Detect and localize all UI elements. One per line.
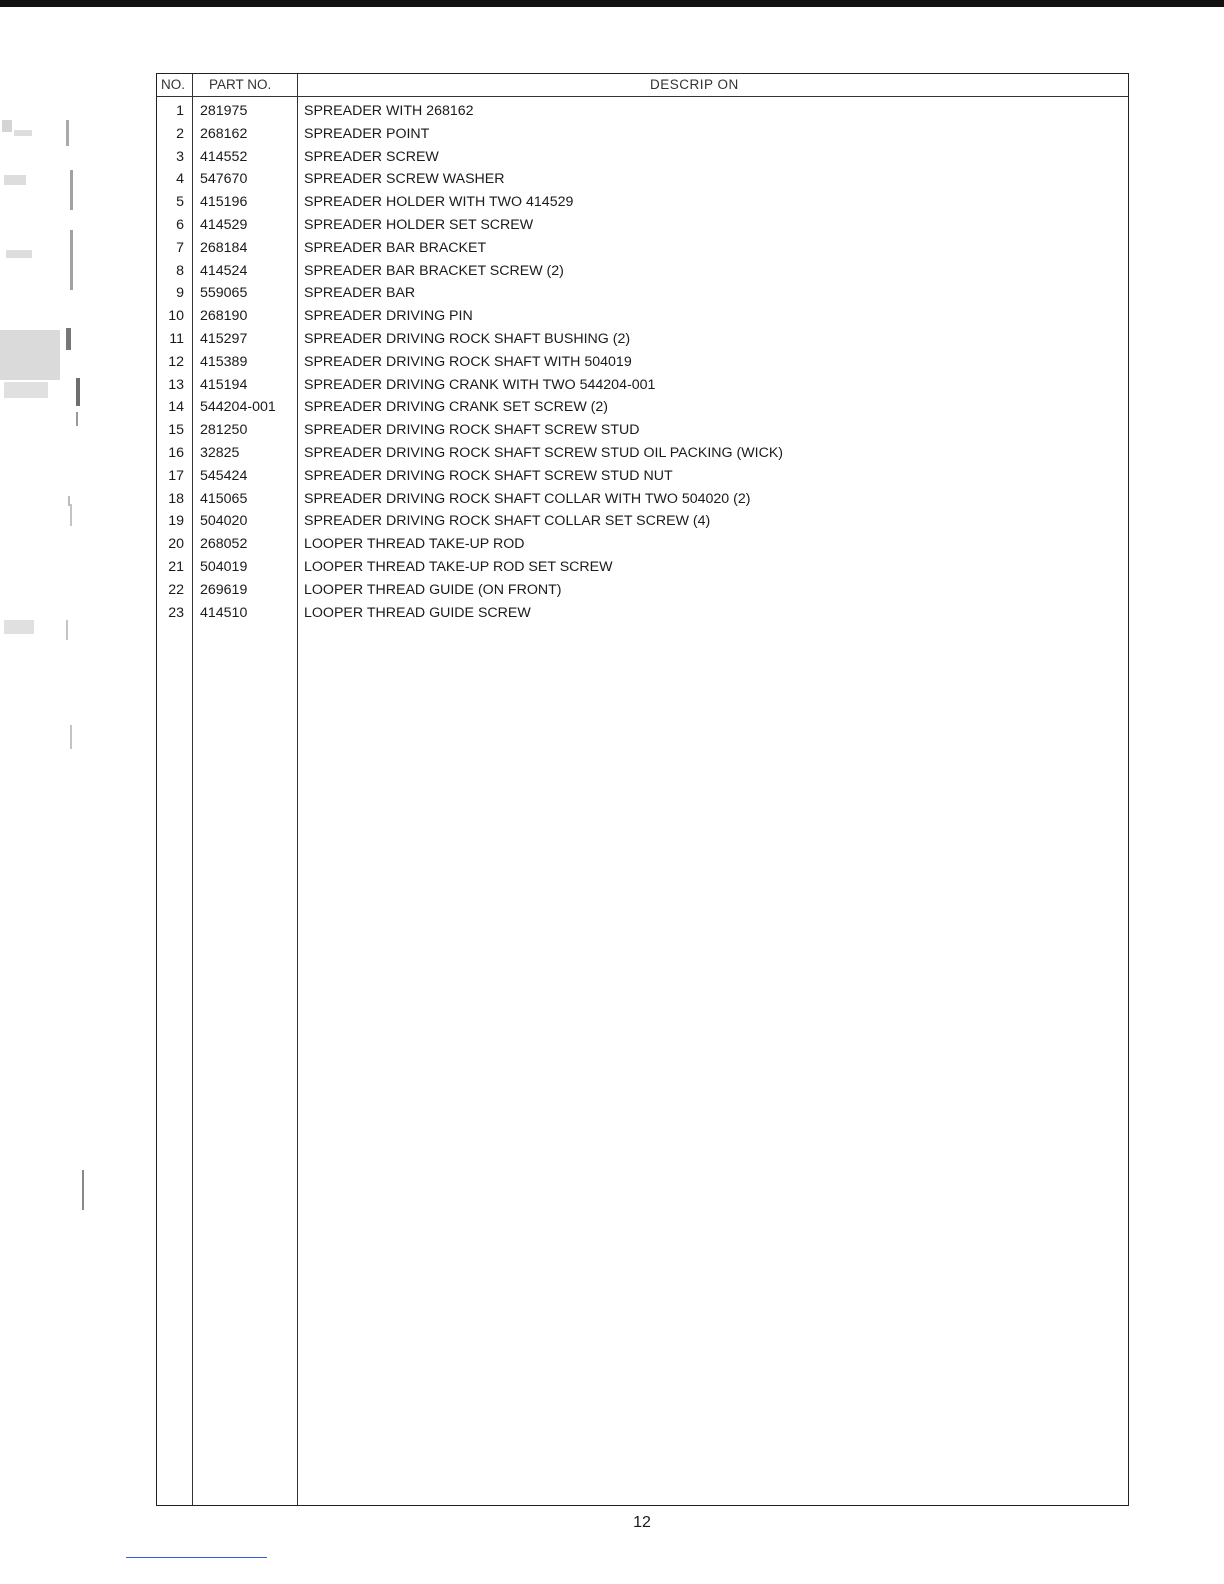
row-part-number: 544204-001	[200, 399, 276, 416]
row-part-number: 269619	[200, 581, 248, 598]
header-description: DESCRIP ON	[650, 77, 739, 92]
row-part-number: 268162	[200, 125, 248, 142]
parts-list-table	[156, 73, 1129, 1506]
table-row	[157, 374, 1128, 397]
row-description: SPREADER BAR BRACKET	[304, 239, 487, 256]
table-row	[157, 556, 1128, 579]
table-row	[157, 191, 1128, 214]
row-number: 23	[168, 604, 184, 621]
row-description: LOOPER THREAD GUIDE SCREW	[304, 604, 531, 621]
row-part-number: 414529	[200, 216, 248, 233]
row-description: LOOPER THREAD TAKE-UP ROD	[304, 536, 525, 553]
table-row	[157, 579, 1128, 602]
row-description: SPREADER DRIVING ROCK SHAFT SCREW STUD	[304, 422, 640, 439]
row-part-number: 415194	[200, 376, 248, 393]
row-part-number: 504020	[200, 513, 248, 530]
row-number: 7	[176, 239, 184, 256]
table-row	[157, 442, 1128, 465]
header-no: NO.	[161, 77, 186, 92]
table-row	[157, 146, 1128, 169]
row-number: 10	[168, 308, 184, 325]
row-description: SPREADER DRIVING ROCK SHAFT SCREW STUD NUT	[304, 467, 673, 484]
table-row	[157, 282, 1128, 305]
table-row	[157, 533, 1128, 556]
table-row	[157, 260, 1128, 283]
row-description: SPREADER SCREW WASHER	[304, 171, 505, 188]
row-part-number: 415389	[200, 353, 248, 370]
row-description: SPREADER POINT	[304, 125, 430, 142]
row-number: 12	[168, 353, 184, 370]
row-number: 2	[176, 125, 184, 142]
row-description: SPREADER DRIVING ROCK SHAFT SCREW STUD OIL PACKING (WICK)	[304, 444, 784, 461]
row-part-number: 547670	[200, 171, 248, 188]
row-description: SPREADER BAR	[304, 285, 416, 302]
top-scan-rule	[0, 0, 1224, 7]
row-part-number: 559065	[200, 285, 248, 302]
table-row	[157, 237, 1128, 260]
table-row	[157, 214, 1128, 237]
page-number: 12	[633, 1514, 651, 1531]
row-number: 21	[168, 558, 184, 575]
table-body	[157, 100, 1128, 624]
row-number: 1	[176, 103, 184, 119]
table-row	[157, 305, 1128, 328]
row-description: SPREADER DRIVING CRANK WITH TWO 544204-001	[304, 376, 656, 393]
row-number: 13	[168, 376, 184, 393]
row-description: SPREADER WITH 268162	[304, 103, 474, 119]
row-number: 6	[176, 216, 184, 233]
table-row	[157, 510, 1128, 533]
row-number: 5	[176, 194, 184, 211]
row-number: 3	[176, 148, 184, 165]
row-number: 20	[168, 536, 184, 553]
row-part-number: 415297	[200, 330, 248, 347]
row-description: SPREADER DRIVING ROCK SHAFT COLLAR SET SCREW (4)	[304, 513, 711, 530]
row-number: 11	[169, 330, 184, 347]
row-description: SPREADER BAR BRACKET SCREW (2)	[304, 262, 564, 279]
row-part-number: 268052	[200, 536, 248, 553]
row-description: SPREADER DRIVING ROCK SHAFT WITH 504019	[304, 353, 632, 370]
table-row	[157, 328, 1128, 351]
table-row	[157, 396, 1128, 419]
link-underline	[126, 1557, 267, 1558]
row-number: 4	[176, 171, 184, 188]
table-row	[157, 100, 1128, 123]
row-part-number: 281975	[200, 103, 248, 119]
row-description: SPREADER SCREW	[304, 148, 439, 165]
table-row	[157, 168, 1128, 191]
row-number: 14	[168, 399, 184, 416]
row-part-number: 415065	[200, 490, 248, 507]
table-row	[157, 465, 1128, 488]
table-row	[157, 602, 1128, 625]
row-part-number: 414524	[200, 262, 248, 279]
row-number: 17	[168, 467, 184, 484]
row-part-number: 414510	[200, 604, 248, 621]
row-part-number: 545424	[200, 467, 248, 484]
table-row	[157, 419, 1128, 442]
row-number: 18	[168, 490, 184, 507]
table-header	[157, 74, 1128, 97]
row-number: 9	[176, 285, 184, 302]
table-row	[157, 488, 1128, 511]
table-row	[157, 123, 1128, 146]
row-description: SPREADER HOLDER SET SCREW	[304, 216, 534, 233]
row-number: 19	[168, 513, 184, 530]
row-part-number: 32825	[200, 444, 240, 461]
row-part-number: 268190	[200, 308, 248, 325]
row-description: LOOPER THREAD GUIDE (ON FRONT)	[304, 581, 562, 598]
row-number: 15	[168, 422, 184, 439]
row-description: SPREADER HOLDER WITH TWO 414529	[304, 194, 574, 211]
row-description: SPREADER DRIVING PIN	[304, 308, 473, 325]
header-part-no: PART NO.	[209, 77, 272, 92]
scan-artifact-margin	[0, 100, 90, 1250]
table-row	[157, 351, 1128, 374]
row-number: 22	[168, 581, 184, 598]
row-description: SPREADER DRIVING ROCK SHAFT COLLAR WITH TWO 504020 (2)	[304, 490, 751, 507]
row-part-number: 414552	[200, 148, 248, 165]
row-part-number: 504019	[200, 558, 248, 575]
row-part-number: 281250	[200, 422, 248, 439]
row-description: SPREADER DRIVING ROCK SHAFT BUSHING (2)	[304, 330, 631, 347]
row-part-number: 415196	[200, 194, 248, 211]
row-description: SPREADER DRIVING CRANK SET SCREW (2)	[304, 399, 609, 416]
row-number: 8	[176, 262, 184, 279]
row-description: LOOPER THREAD TAKE-UP ROD SET SCREW	[304, 558, 613, 575]
row-part-number: 268184	[200, 239, 248, 256]
row-number: 16	[168, 444, 184, 461]
